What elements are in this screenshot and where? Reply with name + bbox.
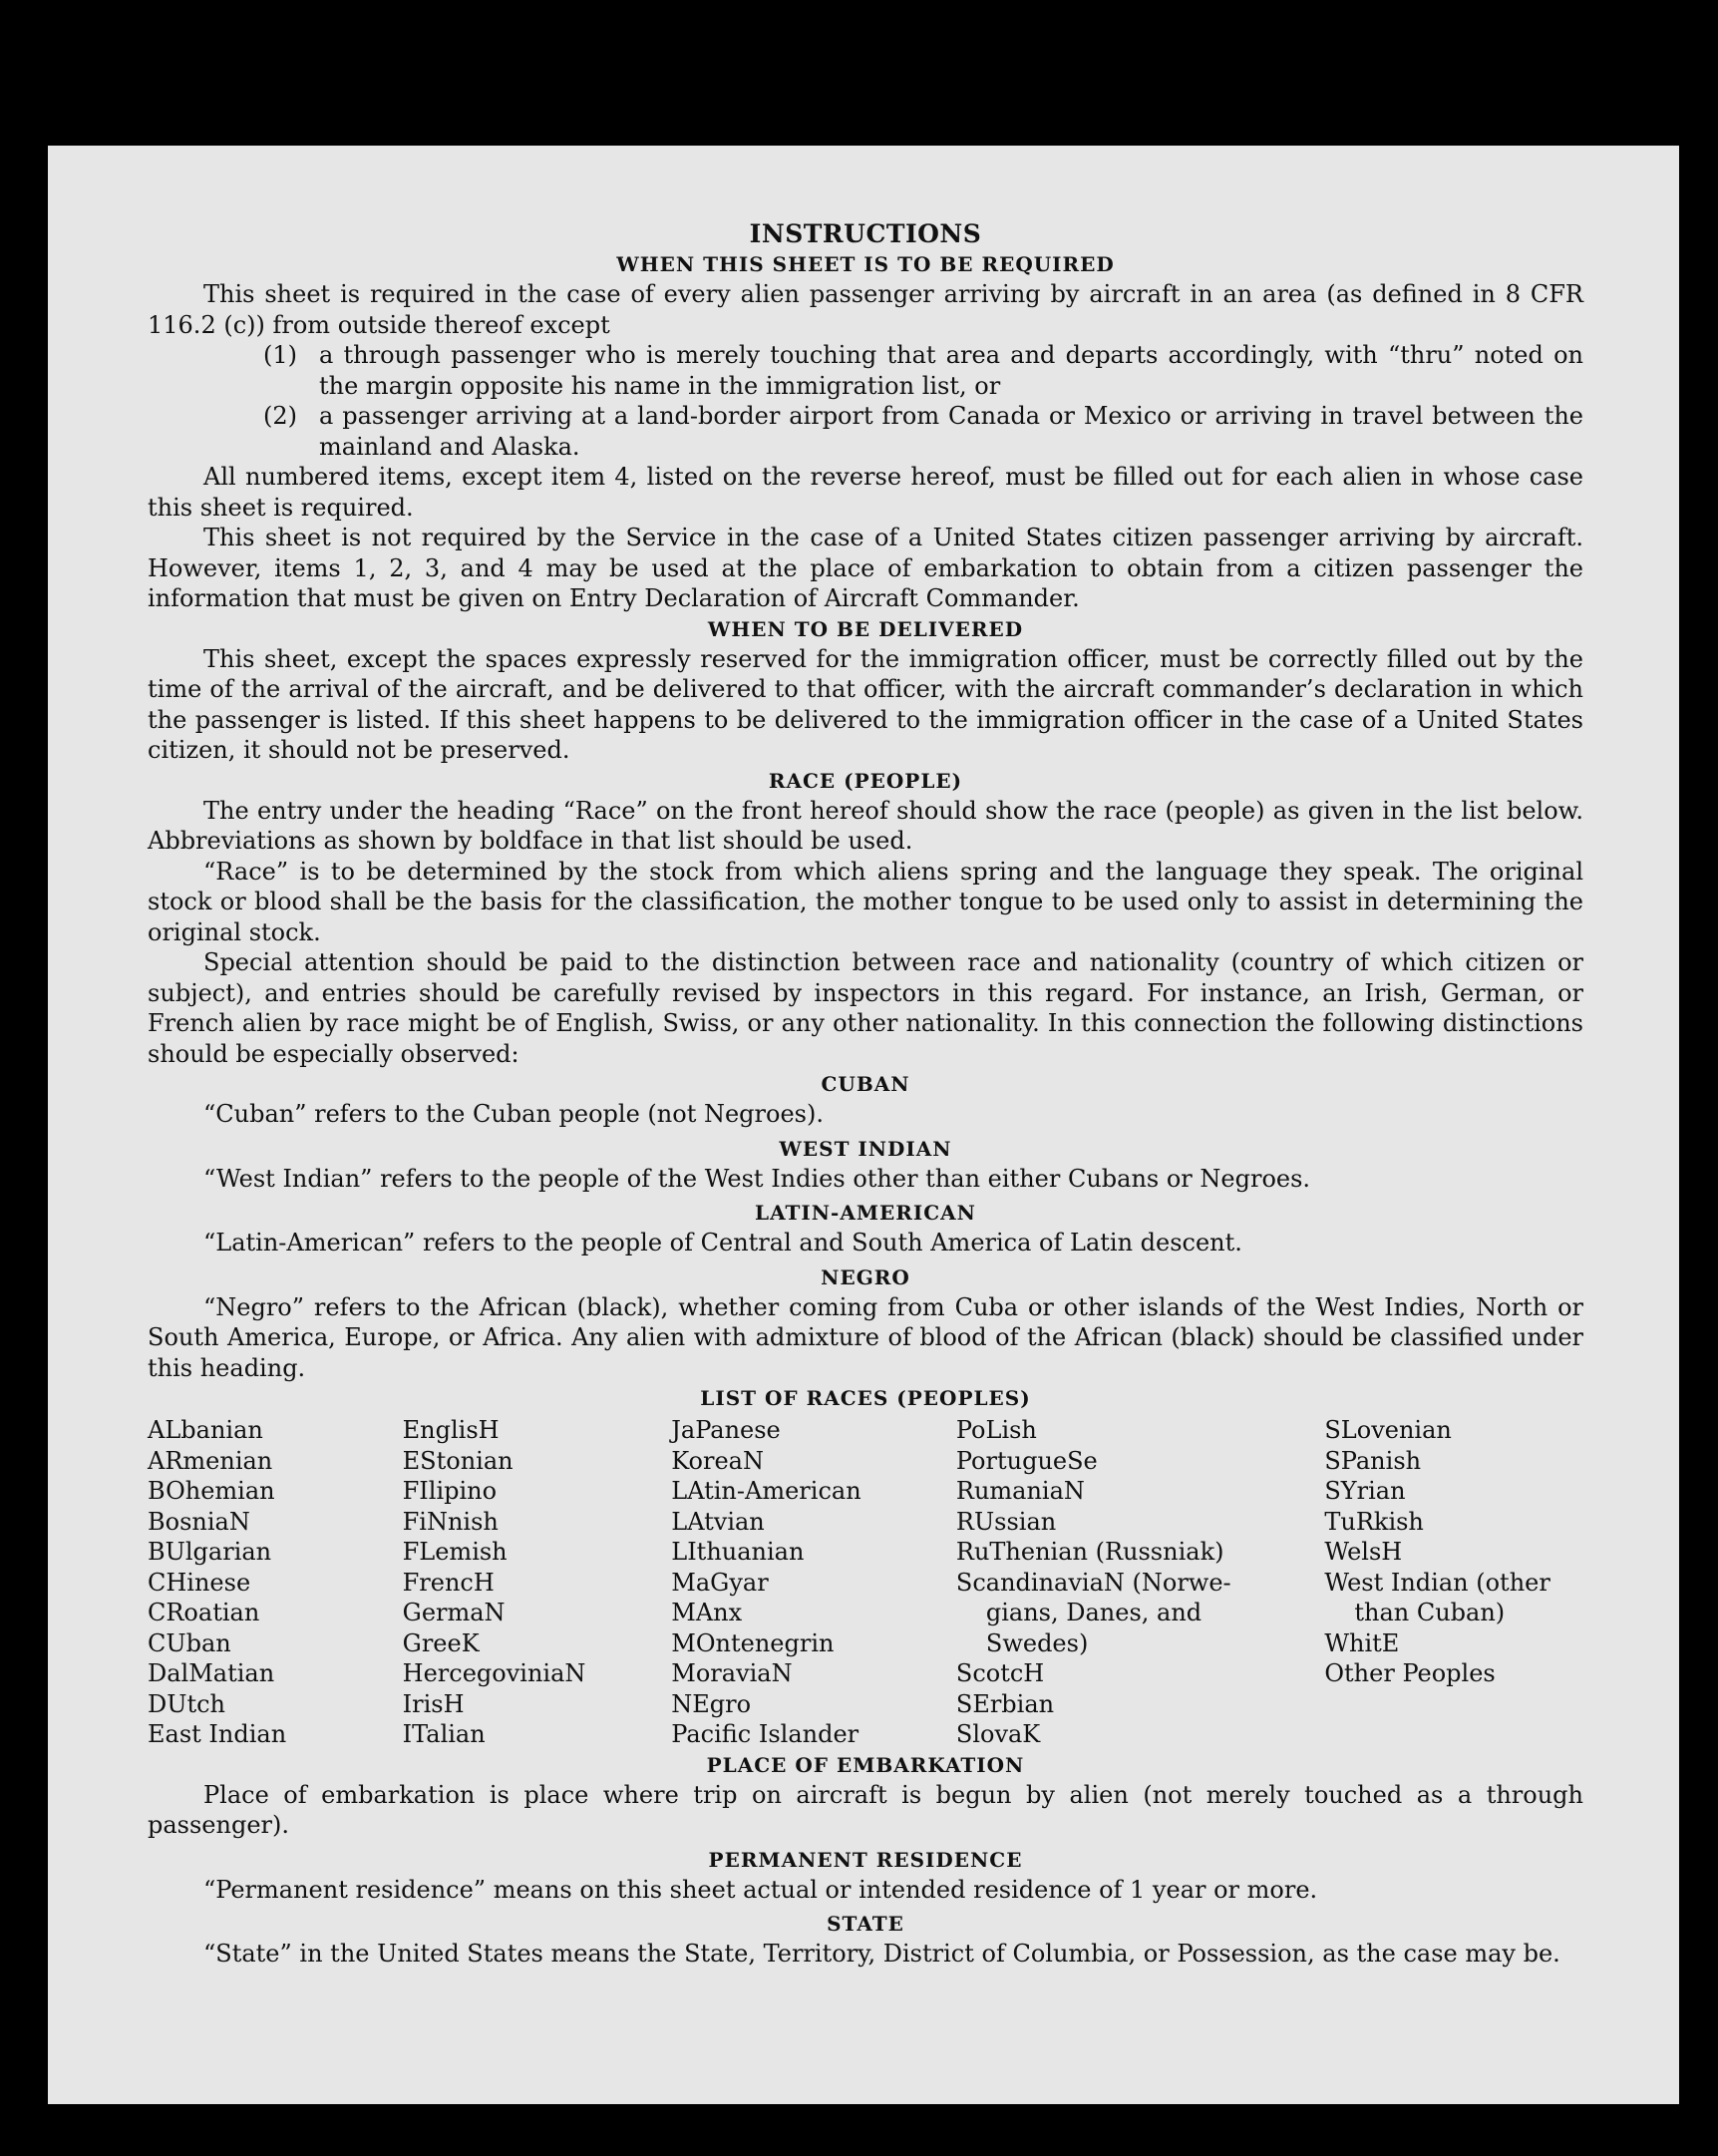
heading-list-of-races: LIST OF RACES (PEOPLES) (700, 1386, 1031, 1410)
heading-state: STATE (827, 1912, 904, 1936)
list-item: SPanish (1324, 1446, 1422, 1475)
list-item: ARmenian (148, 1446, 273, 1475)
paragraph: “State” in the United States means the State, Territory, District of Columbia, or Possession, as the case may be. (203, 1940, 1560, 1968)
list-item: KoreaN (671, 1446, 764, 1475)
list-item: IrisH (402, 1689, 465, 1718)
list-item: PoLish (955, 1416, 1037, 1444)
paragraph: This sheet is required in the case of every alien passenger arriving by aircraft in an area (as defined in 8 CFR 116.2 (c)) from outside thereof except (148, 280, 1583, 339)
list-item: TuRkish (1324, 1507, 1424, 1536)
heading-embarkation: PLACE OF EMBARKATION (706, 1752, 1025, 1777)
heading-delivered: WHEN TO BE DELIVERED (707, 616, 1024, 641)
heading-latin-american: LATIN-AMERICAN (755, 1201, 976, 1225)
list-item: EStonian (402, 1446, 514, 1475)
list-item: LIthuanian (671, 1538, 805, 1566)
list-item: RuThenian (Russniak) (955, 1538, 1224, 1566)
list-item: ScandinaviaN (Norwe- (955, 1568, 1231, 1597)
list-item: (1) a through passenger who is merely touching that area and departs accordingly, with “thru” noted on the margin opposite his name in the immigration list, or (263, 341, 1583, 400)
list-item: than Cuban) (1354, 1599, 1506, 1626)
list-item: DalMatian (148, 1659, 275, 1687)
list-item: PortugueSe (955, 1446, 1098, 1475)
paragraph: Place of embarkation is place where trip on aircraft is begun by alien (not merely touched as a through passenger). (148, 1780, 1583, 1839)
list-item: Swedes) (985, 1628, 1089, 1657)
instruction-sheet (48, 146, 1679, 2104)
paragraph: Special attention should be paid to the distinction between race and nationality (country of which citizen or subject), and entries should be carefully revised by inspectors in this regard. For instance, an Irish, German, or French alien by race might be of English, Swiss, or any other nationality. In this connection the following distinctions should be especially observed: (148, 948, 1583, 1068)
list-item: East Indian (148, 1720, 287, 1748)
list-item: JaPanese (671, 1416, 781, 1444)
paragraph: “Race” is to be determined by the stock from which aliens spring and the language they speak. The original stock or blood shall be the basis for the classification, the mother tongue to be used only to assist in determining the original stock. (148, 857, 1583, 946)
list-item: SlovaK (955, 1720, 1041, 1748)
paragraph: “Cuban” refers to the Cuban people (not Negroes). (203, 1100, 824, 1128)
paragraph: The entry under the heading “Race” on the front hereof should show the race (people) as given in the list below. Abbreviations as shown by boldface in that list should be used. (148, 796, 1583, 855)
list-item: MaGyar (671, 1568, 769, 1597)
list-item: MAnx (671, 1599, 743, 1626)
list-item: RUssian (955, 1507, 1057, 1536)
list-item: EnglisH (402, 1416, 500, 1444)
list-item: NEgro (671, 1689, 752, 1718)
list-item: CUban (148, 1628, 231, 1657)
list-item: ITalian (402, 1720, 486, 1748)
list-item: BUlgarian (148, 1538, 272, 1566)
paragraph: This sheet is not required by the Service in the case of a United States citizen passenger arriving by aircraft. However, items 1, 2, 3, and 4 may be used at the place of embarkation to obtain from a citizen passenger the information that must be given on Entry Declaration of Aircraft Commander. (148, 524, 1583, 612)
list-item: CHinese (148, 1568, 251, 1597)
list-item: (2) a passenger arriving at a land-border airport from Canada or Mexico or arriving in travel between the mainland and Alaska. (263, 402, 1583, 461)
heading-required: WHEN THIS SHEET IS TO BE REQUIRED (616, 252, 1115, 276)
list-item: HercegoviniaN (402, 1659, 586, 1687)
races-table (148, 1415, 1583, 1750)
list-item: DUtch (148, 1689, 226, 1718)
list-item: LAtvian (671, 1507, 765, 1536)
list-item: gians, Danes, and (985, 1599, 1203, 1626)
heading-permanent-residence: PERMANENT RESIDENCE (708, 1847, 1023, 1872)
list-item: FLemish (402, 1538, 508, 1566)
list-item: RumaniaN (955, 1477, 1085, 1505)
list-item: Other Peoples (1324, 1659, 1496, 1687)
list-item: WhitE (1324, 1628, 1400, 1657)
races-column-5 (1324, 1415, 1583, 1750)
paragraph: “Permanent residence” means on this sheet actual or intended residence of 1 year or more. (203, 1875, 1318, 1904)
list-item: FiNnish (402, 1507, 499, 1536)
paragraph: “Latin-American” refers to the people of Central and South America of Latin descent. (203, 1229, 1242, 1257)
heading-west-indian: WEST INDIAN (779, 1136, 952, 1161)
page-title: INSTRUCTIONS (749, 219, 982, 248)
list-item: ALbanian (148, 1416, 263, 1444)
list-item: SYrian (1324, 1477, 1406, 1505)
list-item: FrencH (402, 1568, 495, 1597)
list-item: MOntenegrin (671, 1628, 835, 1657)
list-item: MoraviaN (671, 1659, 793, 1687)
heading-race: RACE (PEOPLE) (768, 768, 963, 793)
list-item: BOhemian (148, 1477, 275, 1505)
list-item: WelsH (1324, 1538, 1403, 1566)
paragraph: This sheet, except the spaces expressly reserved for the immigration officer, must be correctly filled out by the time of the arrival of the aircraft, and be delivered to that officer, with the aircraft commander’s declaration in which the passenger is listed. If this sheet happens to be delivered to the immigration officer in the case of a United States citizen, it should not be preserved. (148, 644, 1583, 764)
list-item: BosniaN (148, 1507, 250, 1536)
list-item: SErbian (955, 1689, 1055, 1718)
list-item: West Indian (other (1324, 1568, 1550, 1597)
heading-negro: NEGRO (821, 1264, 910, 1289)
races-column-4 (956, 1415, 1324, 1750)
races-column-2 (403, 1415, 672, 1750)
list-item: GermaN (402, 1599, 506, 1626)
races-column-1 (148, 1415, 403, 1750)
list-item: SLovenian (1324, 1416, 1452, 1444)
list-item: GreeK (402, 1628, 480, 1657)
list-item: ScotcH (955, 1659, 1045, 1687)
list-item: FIlipino (402, 1477, 498, 1505)
heading-cuban: CUBAN (821, 1072, 910, 1096)
paragraph: “Negro” refers to the African (black), whether coming from Cuba or other islands of the West Indies, North or South America, Europe, or Africa. Any alien with admixture of blood of the African (black) should be classified under this heading. (148, 1292, 1583, 1382)
list-item: Pacific Islander (671, 1720, 859, 1748)
list-item: LAtin-American (671, 1477, 861, 1505)
races-column-3 (671, 1415, 956, 1750)
paragraph: All numbered items, except item 4, listed on the reverse hereof, must be filled out for each alien in whose case this sheet is required. (148, 463, 1583, 522)
list-item: CRoatian (148, 1599, 260, 1626)
paragraph: “West Indian” refers to the people of the West Indies other than either Cubans or Negroes. (203, 1164, 1311, 1193)
